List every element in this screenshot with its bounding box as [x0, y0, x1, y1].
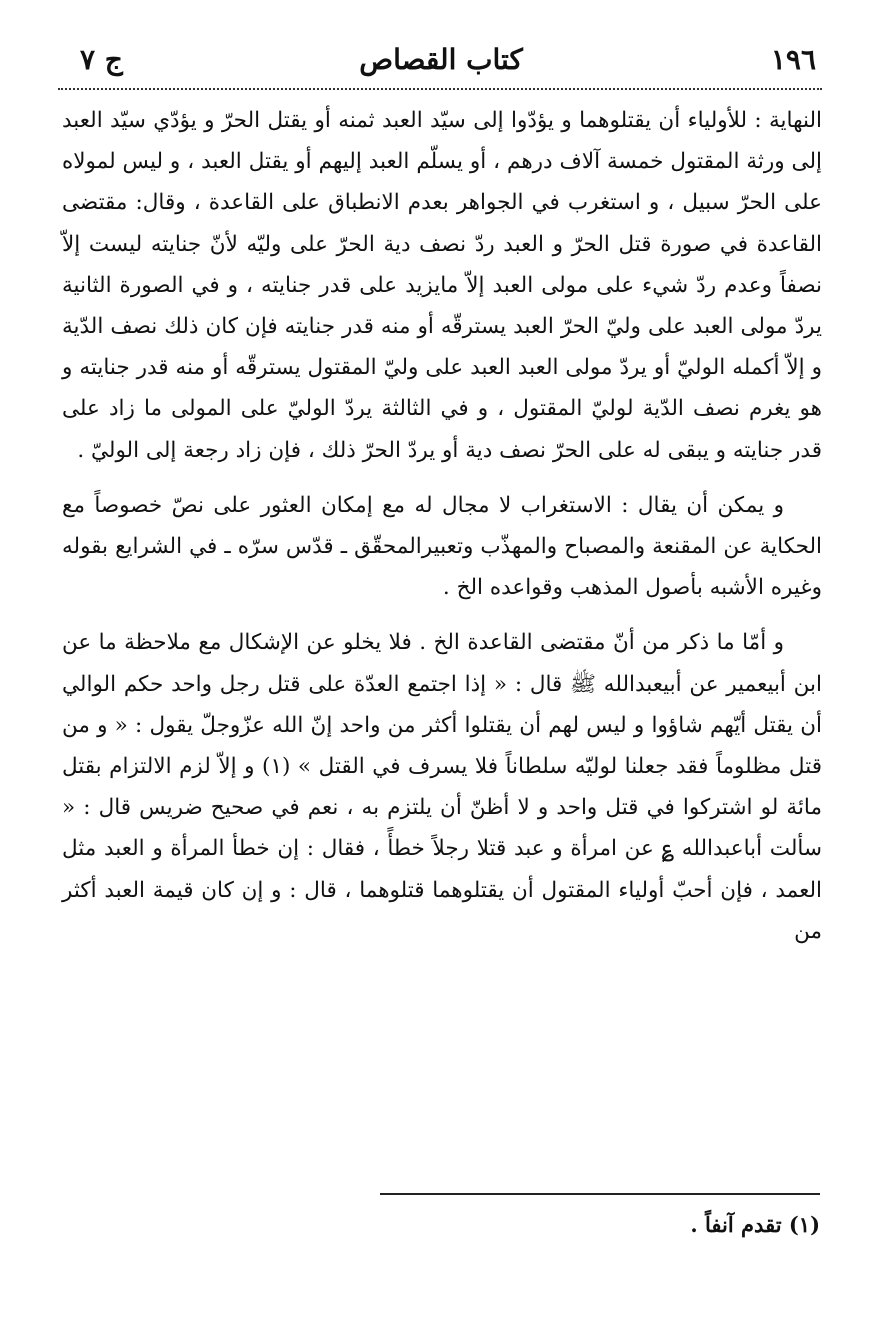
volume-label: ج ٧	[80, 43, 123, 76]
footnote: (١) تقدم آنفاً .	[690, 1212, 820, 1237]
main-text	[62, 100, 822, 966]
paragraph-2: و يمكن أن يقال : الاستغراب لا مجال له مع إمكان العثور على نصّ خصوصاً مع الحكاية عن المقنعة والمصباح والمهذّب وتعبيرالمحقّق ـ قدّس سرّه ـ في الشرايع بقوله وغيره الأشبه بأصول المذهب وقواعده الخ .	[62, 492, 822, 601]
header-divider	[58, 88, 822, 90]
paragraph-3: و أمّا ما ذكر من أنّ مقتضى القاعدة الخ . فلا يخلو عن الإشكال مع ملاحظة ما عن ابن أبيعمير عن أبيعبدالله ﷺ قال : « إذا اجتمع العدّة على قتل رجل واحد حكم الوالي أن يقتل أيّهم شاؤوا و ليس لهم أن يقتلوا أكثر من واحد إنّ الله عزّوجلّ يقول : « و من قتل مظلوماً فقد جعلنا لوليّه سلطاناً فلا يسرف في القتل » (١) و إلاّ لزم الالتزام بقتل مائة لو اشتركوا في قتل واحد و لا أظنّ أن يلتزم به ، نعم في صحيح ضريس قال : « سألت أباعبدالله ؏ عن امرأة و عبد قتلا رجلاً خطأً ، فقال : إن خطأ المرأة و العبد مثل العمد ، فإن أحبّ أولياء المقتول أن يقتلوهما قتلوهما ، قال : و إن كان قيمة العبد أكثر من	[62, 630, 822, 944]
page-header	[58, 36, 824, 84]
book-title: كتاب القصاص	[359, 43, 523, 76]
footnote-divider	[380, 1193, 820, 1195]
page-number: ١٩٦	[770, 43, 816, 76]
paragraph-1: النهاية : للأولياء أن يقتلوهما و يؤدّوا إلى سيّد العبد ثمنه أو يقتل الحرّ و يؤدّي سيّد العبد إلى ورثة المقتول خمسة آلاف درهم ، أو يسلّم العبد إليهم أو يقتل العبد ، و ليس لمولاه على الحرّ سبيل ، و استغرب في الجواهر بعدم الانطباق على القاعدة ، وقال: مقتضى القاعدة في صورة قتل الحرّ و العبد ردّ نصف دية الحرّ على وليّه لأنّ جنايته ليست إلاّ نصفاً وعدم ردّ شيء على مولى العبد إلاّ مايزيد على قدر جنايته ، و في الصورة الثانية يردّ مولى العبد على وليّ الحرّ العبد يسترقّه أو منه قدر جنايته فإن كان ذلك نصف الدّية و إلاّ أكمله الوليّ أو يردّ مولى العبد العبد على وليّ المقتول يسترقّه أو منه قدر جنايته و هو يغرم نصف الدّية لوليّ المقتول ، و في الثالثة يردّ الوليّ على المولى ما زاد على قدر جنايته و يبقى له على الحرّ نصف دية أو يردّ الحرّ ذلك ، فإن زاد رجعة إلى الوليّ .	[62, 108, 822, 463]
